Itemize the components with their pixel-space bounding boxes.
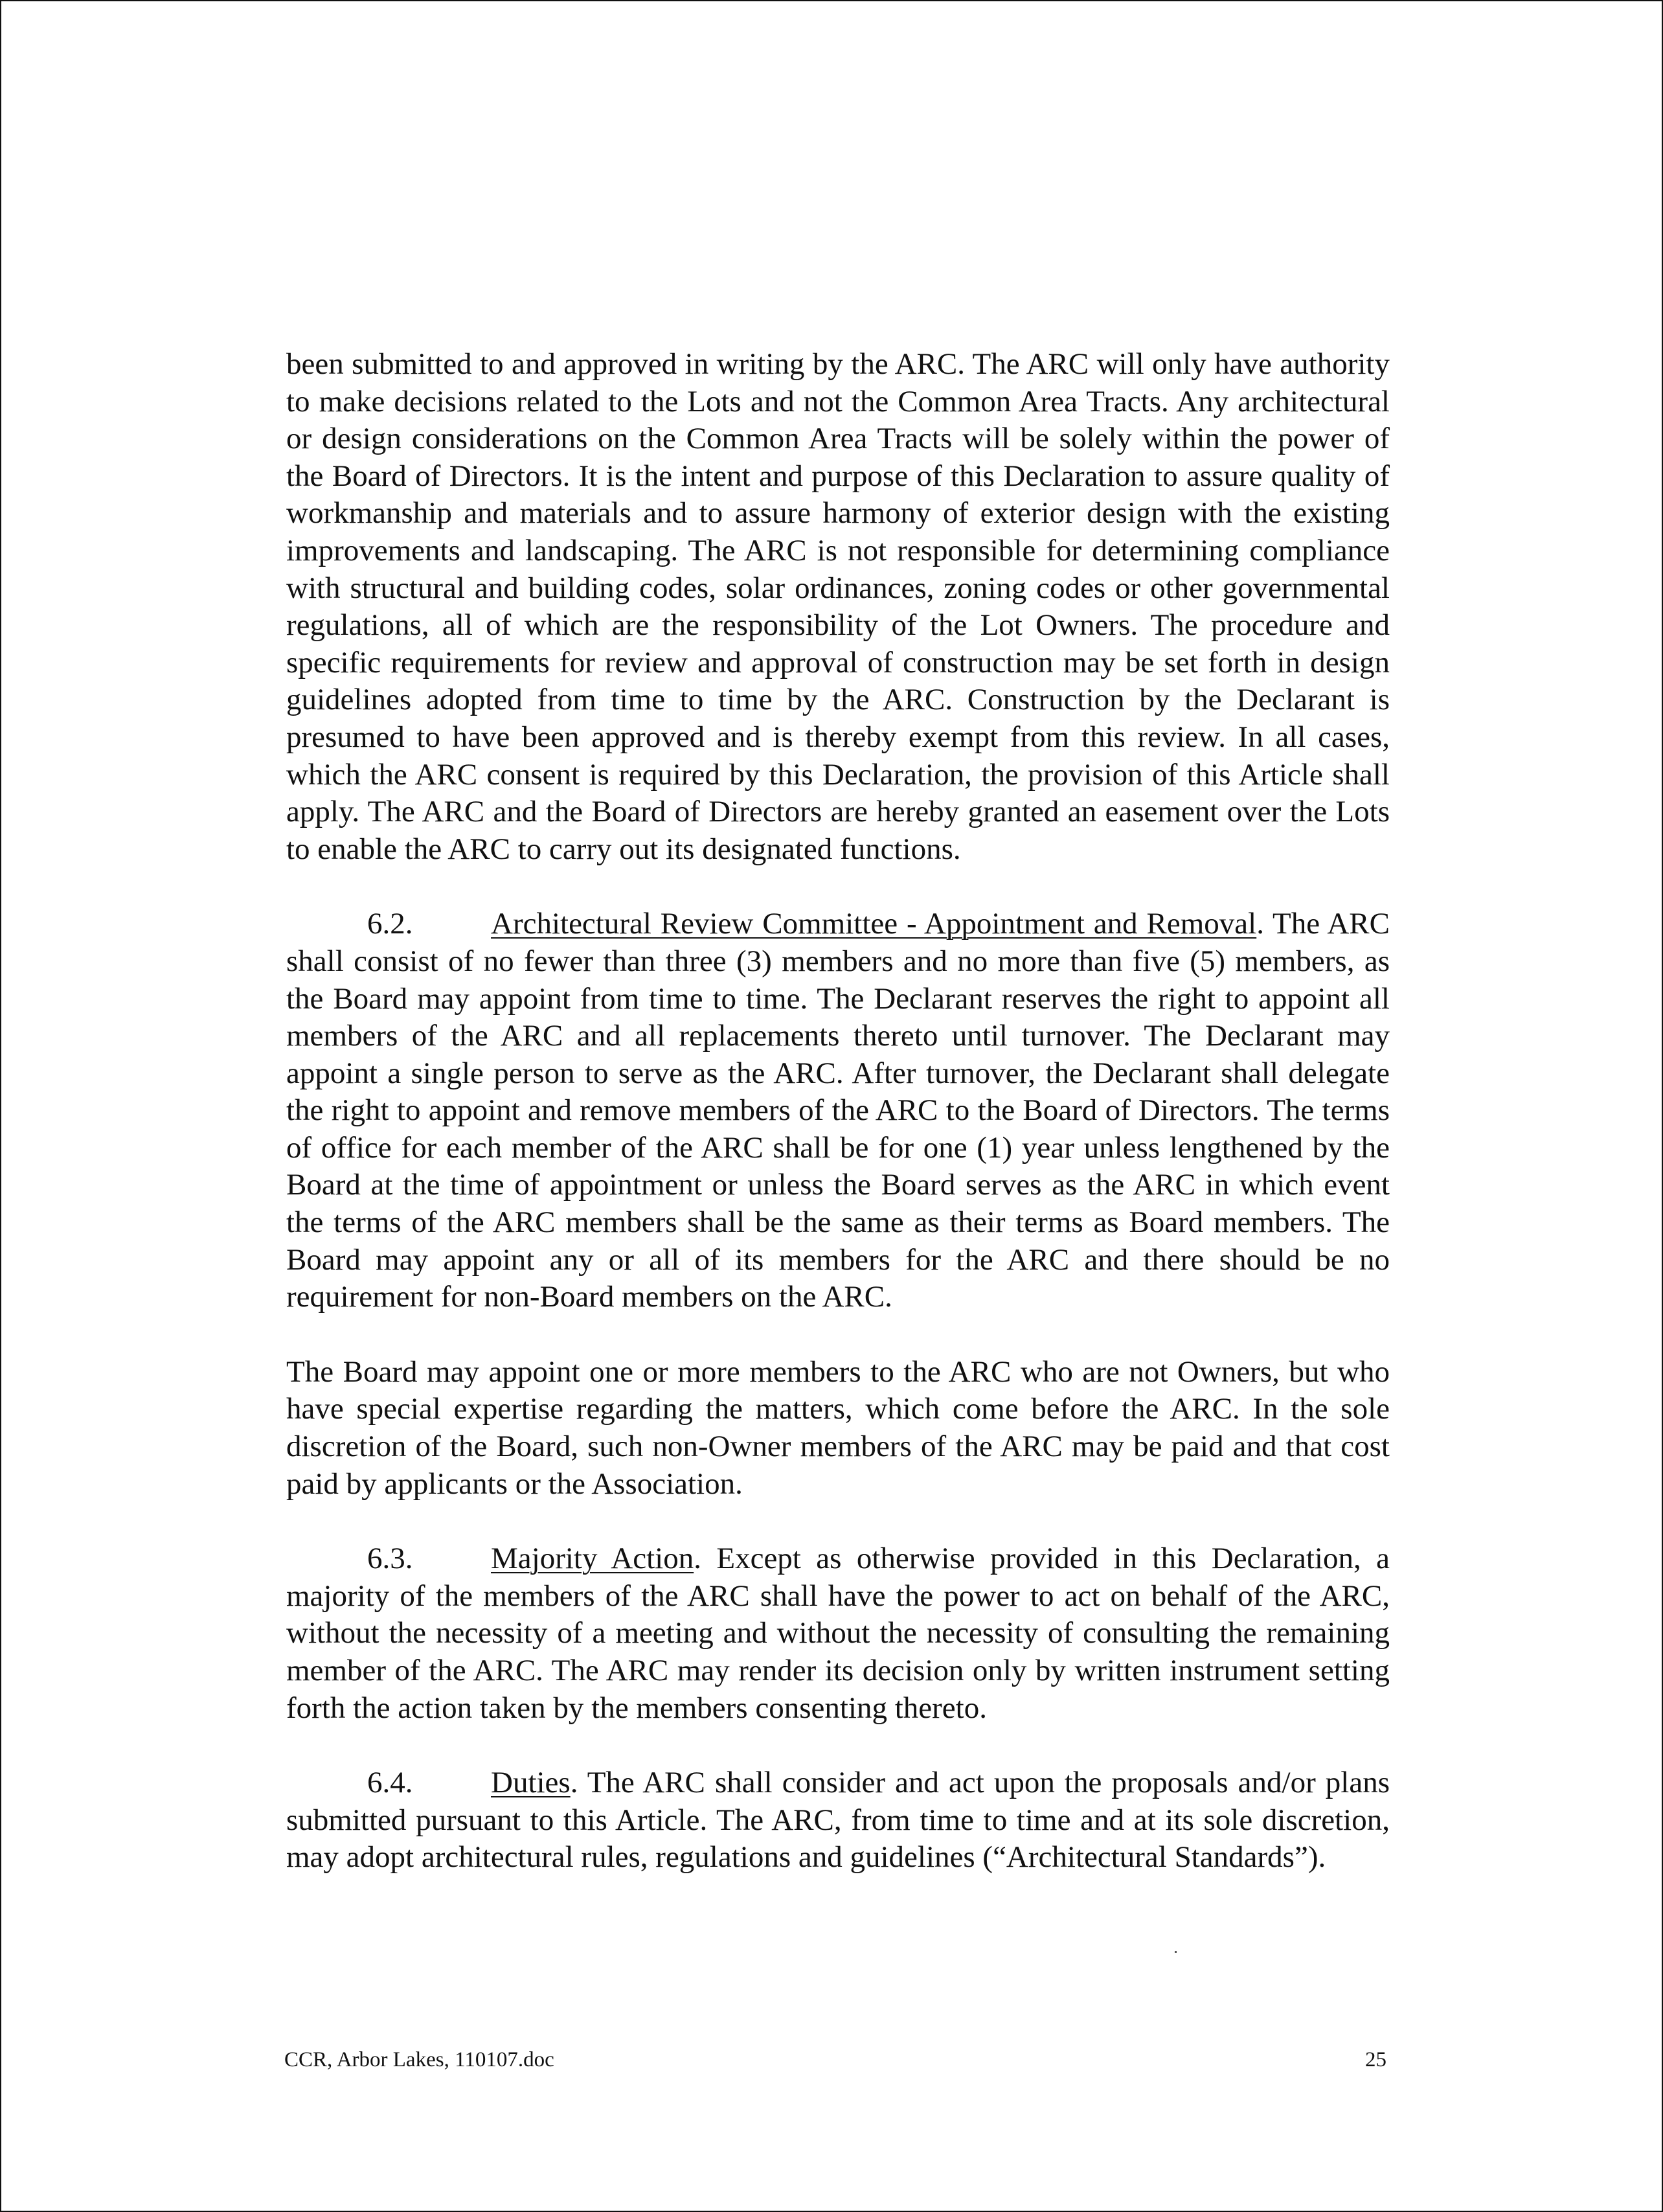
section-text: . The ARC shall consist of no fewer than three (3) members and no more than five (5) members, as the Board may appoint from time to time. The Declarant reserves the right to appoint all members of the ARC and all replacements thereto until turnover. The Declarant may appoint a single person to serve as the ARC. After turnover, the Declarant shall delegate the right to appoint and remove members of the ARC to the Board of Directors. The terms of office for each member of the ARC shall be for one (1) year unless lengthened by the Board at the time of appointment or unless the Board serves as the ARC in which event the terms of the ARC members shall be the same as their terms as Board members. The Board may appoint any or all of its members for the ARC and there should be no requirement for non-Board members on the ARC. — [286, 907, 1390, 1314]
section-heading: Duties — [491, 1766, 571, 1800]
section-number: 6.2. — [367, 907, 413, 941]
paragraph-arc-approval: been submitted to and approved in writing by the ARC. The ARC will only have authority to make decisions related to the Lots and not the Common Area Tracts. Any architectural or design considerations on the Common Area Tracts will be solely within the power of the Board of Directors. It is the intent and purpose of this Declaration to assure quality of workmanship and materials and to assure harmony of exterior design with the existing improvements and landscaping. The ARC is not responsible for determining compliance with structural and building codes, solar ordinances, zoning codes or other governmental regulations, all of which are the responsibility of the Lot Owners. The procedure and specific requirements for review and approval of construction may be set forth in design guidelines adopted from time to time by the ARC. Construction by the Declarant is presumed to have been approved and is thereby exempt from this review. In all cases, which the ARC consent is required by this Declaration, the provision of this Article shall apply. The ARC and the Board of Directors are hereby granted an easement over the Lots to enable the ARC to carry out its designated functions. — [286, 347, 1390, 866]
section-number: 6.4. — [367, 1766, 413, 1800]
section-text: . The ARC shall consider and act upon the proposals and/or plans submitted pursuant to this Article. The ARC, from time to time and at its sole discretion, may adopt architectural rules, regulations and guidelines (“Architectural Standards”). — [286, 1766, 1390, 1875]
scan-speck — [1175, 1951, 1177, 1953]
section-6-4 — [286, 1764, 1390, 1876]
section-text: . Except as otherwise provided in this Declaration, a majority of the members of the ARC shall have the power to act on behalf of the ARC, without the necessity of a meeting and without the necessity of consulting the remaining member of the ARC. The ARC may render its decision only by written instrument setting forth the action taken by the members consenting thereto. — [286, 1542, 1390, 1725]
section-heading: Architectural Review Committee - Appointment and Removal — [491, 907, 1257, 941]
footer-document-name: CCR, Arbor Lakes, 110107.doc — [284, 2048, 554, 2071]
section-number: 6.3. — [367, 1542, 413, 1576]
page-body — [286, 346, 1390, 1876]
paragraph-non-owner-members: The Board may appoint one or more members to the ARC who are not Owners, but who have special expertise regarding the matters, which come before the ARC. In the sole discretion of the Board, such non-Owner members of the ARC may be paid and that cost paid by applicants or the Association. — [286, 1354, 1390, 1501]
section-6-3 — [286, 1540, 1390, 1727]
section-heading: Majority Action — [491, 1542, 694, 1576]
footer-page-number: 25 — [1365, 2048, 1386, 2071]
section-6-2 — [286, 906, 1390, 1316]
